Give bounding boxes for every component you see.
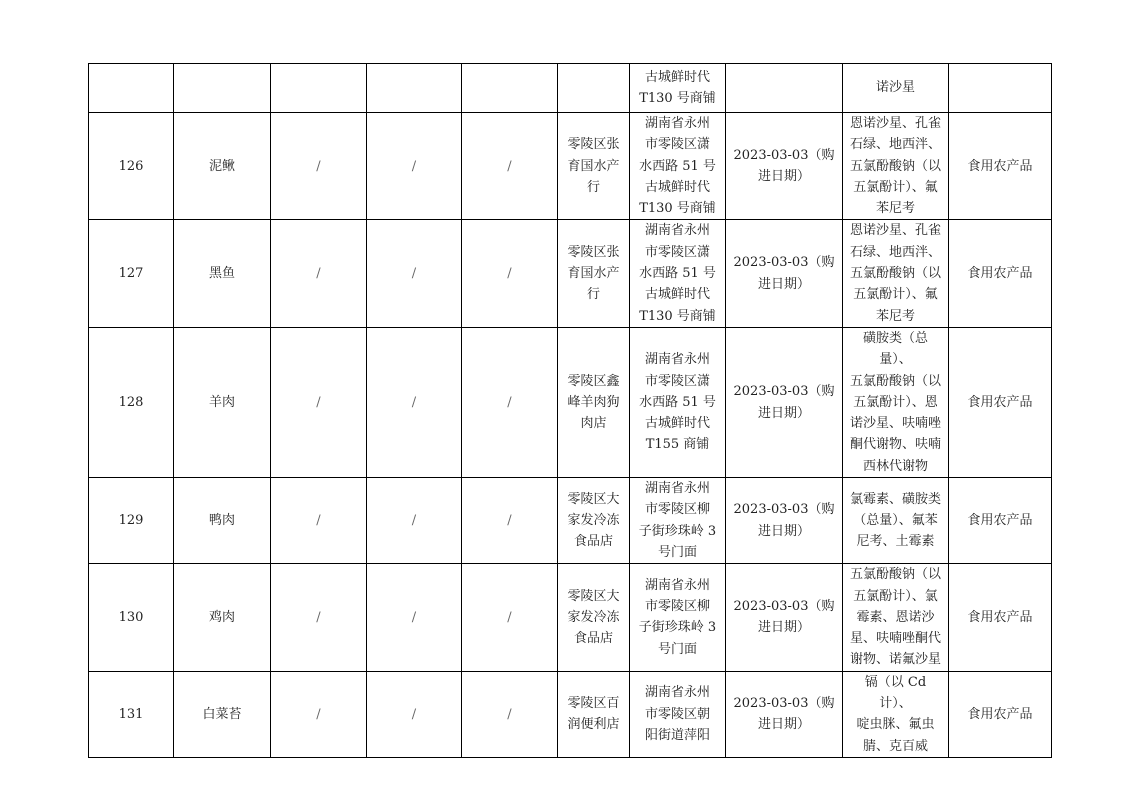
empty-field-cell: / — [271, 327, 367, 477]
cell-line: 峰羊肉狗 — [567, 394, 620, 410]
category-cell: 食用农产品 — [949, 113, 1052, 220]
cell-line: 五氯酚计）、氯 — [853, 588, 938, 604]
table-row — [89, 478, 1052, 564]
cell-line: 水西路 51 号 — [639, 158, 716, 174]
seller-address-cell — [630, 220, 726, 327]
cell-line: 湖南省永州 — [644, 481, 710, 497]
row-number-cell — [89, 64, 174, 113]
empty-field-cell — [462, 64, 558, 113]
table-row — [89, 671, 1052, 757]
cell-line: 啶虫脒、氟虫 — [856, 717, 935, 733]
table-row — [89, 64, 1052, 113]
purchase-date-cell — [726, 64, 843, 113]
cell-line: 2023-03-03（购 — [733, 255, 835, 271]
cell-line: 2023-03-03（购 — [733, 599, 835, 615]
cell-line: T130 号商铺 — [639, 308, 716, 324]
cell-line: 市零陵区潇 — [644, 137, 710, 153]
product-name-cell: 白菜苔 — [174, 671, 271, 757]
category-cell — [949, 64, 1052, 113]
cell-line: 润便利店 — [567, 717, 620, 733]
empty-field-cell: / — [462, 113, 558, 220]
empty-field-cell — [271, 64, 367, 113]
cell-line: 进日期） — [757, 523, 810, 539]
seller-name-cell — [558, 220, 630, 327]
empty-field-cell — [367, 64, 462, 113]
cell-line: 诺沙星、呋喃唑 — [849, 416, 941, 432]
cell-line: 石绿、地西泮、 — [849, 137, 941, 153]
cell-line: 育国水产 — [567, 266, 620, 282]
cell-line: 古城鲜时代 — [644, 416, 710, 432]
cell-line: 号门面 — [657, 544, 697, 560]
row-number-cell: 128 — [89, 327, 174, 477]
empty-field-cell: / — [367, 327, 462, 477]
seller-address-cell — [630, 564, 726, 671]
category-cell: 食用农产品 — [949, 478, 1052, 564]
empty-field-cell: / — [367, 113, 462, 220]
cell-line: 镉（以 Cd 计）、 — [864, 674, 927, 712]
empty-field-cell: / — [271, 220, 367, 327]
cell-line: 湖南省永州 — [644, 223, 710, 239]
purchase-date-cell — [726, 220, 843, 327]
cell-line: 零陵区鑫 — [567, 373, 620, 389]
table-row — [89, 220, 1052, 327]
cell-line: 诺沙星 — [875, 80, 915, 96]
empty-field-cell: / — [271, 671, 367, 757]
cell-line: 五氯酚酸钠（以 — [849, 266, 941, 282]
product-name-cell: 鸡肉 — [174, 564, 271, 671]
cell-line: T130 号商铺 — [639, 201, 716, 217]
cell-line: 五氯酚酸钠（以 — [849, 158, 941, 174]
category-cell: 食用农产品 — [949, 564, 1052, 671]
inspection-items-cell — [843, 64, 949, 113]
empty-field-cell: / — [367, 671, 462, 757]
cell-line: 西林代谢物 — [862, 458, 928, 474]
cell-line: 五氯酚计）、氟 — [853, 287, 938, 303]
cell-line: 2023-03-03（购 — [733, 384, 835, 400]
cell-line: 进日期） — [757, 620, 810, 636]
empty-field-cell: / — [367, 220, 462, 327]
cell-line: 五氯酚酸钠（以 — [849, 373, 941, 389]
cell-line: 2023-03-03（购 — [733, 147, 835, 163]
cell-line: 市零陵区潇 — [644, 373, 710, 389]
row-number-cell: 126 — [89, 113, 174, 220]
inspection-items-cell — [843, 478, 949, 564]
row-number-cell: 127 — [89, 220, 174, 327]
cell-line: 湖南省永州 — [644, 116, 710, 131]
cell-line: 号门面 — [657, 641, 697, 657]
cell-line: 子街珍珠岭 3 — [638, 620, 717, 636]
empty-field-cell: / — [462, 327, 558, 477]
cell-line: 进日期） — [757, 276, 810, 292]
row-number-cell: 130 — [89, 564, 174, 671]
seller-name-cell — [558, 113, 630, 220]
empty-field-cell: / — [271, 564, 367, 671]
cell-line: 湖南省永州 — [644, 577, 710, 593]
seller-name-cell — [558, 671, 630, 757]
seller-name-cell — [558, 478, 630, 564]
category-cell: 食用农产品 — [949, 220, 1052, 327]
empty-field-cell: / — [462, 478, 558, 564]
table-row — [89, 564, 1052, 671]
inspection-items-cell — [843, 671, 949, 757]
cell-line: 进日期） — [757, 169, 810, 185]
cell-line: 五氯酚计）、氟 — [853, 179, 938, 195]
purchase-date-cell — [726, 671, 843, 757]
cell-line: 古城鲜时代 — [644, 69, 710, 85]
cell-line: 星、呋喃唑酮代 — [849, 631, 941, 647]
product-name-cell: 泥鳅 — [174, 113, 271, 220]
seller-address-cell — [630, 478, 726, 564]
cell-line: 进日期） — [757, 717, 810, 733]
cell-line: 五氯酚酸钠（以 — [849, 567, 941, 583]
product-name-cell: 羊肉 — [174, 327, 271, 477]
seller-address-cell — [630, 113, 726, 220]
cell-line: 古城鲜时代 — [644, 287, 710, 303]
inspection-items-cell — [843, 327, 949, 477]
inspection-items-cell — [843, 113, 949, 220]
row-number-cell: 131 — [89, 671, 174, 757]
inspection-table — [88, 63, 1052, 758]
cell-line: 尼考、土霉素 — [856, 534, 935, 550]
cell-line: 霉素、恩诺沙 — [856, 609, 935, 625]
cell-line: 酮代谢物、呋喃 — [849, 437, 941, 453]
cell-line: 腈、克百威 — [862, 738, 928, 754]
category-cell: 食用农产品 — [949, 671, 1052, 757]
seller-address-cell — [630, 64, 726, 113]
cell-line: 石绿、地西泮、 — [849, 244, 941, 260]
cell-line: 阳街道萍阳 — [644, 727, 710, 743]
empty-field-cell: / — [271, 478, 367, 564]
cell-line: 2023-03-03（购 — [733, 696, 835, 712]
table-body — [89, 64, 1052, 758]
purchase-date-cell — [726, 564, 843, 671]
cell-line: 氯霉素、磺胺类 — [849, 491, 941, 507]
cell-line: 市零陵区柳 — [644, 599, 710, 615]
cell-line: T130 号商铺 — [639, 91, 716, 106]
inspection-items-cell — [843, 220, 949, 327]
cell-line: 行 — [586, 287, 600, 303]
purchase-date-cell — [726, 478, 843, 564]
cell-line: 食品店 — [573, 631, 613, 647]
cell-line: 零陵区大 — [567, 491, 620, 507]
cell-line: 水西路 51 号 — [639, 394, 716, 410]
cell-line: 湖南省永州 — [644, 685, 710, 701]
cell-line: 家发冷冻 — [567, 609, 620, 625]
cell-line: 五氯酚计）、恩 — [853, 394, 938, 410]
cell-line: 零陵区张 — [567, 244, 620, 260]
cell-line: 零陵区大 — [567, 588, 620, 604]
cell-line: 苯尼考 — [875, 308, 915, 324]
empty-field-cell: / — [367, 564, 462, 671]
product-name-cell: 鸭肉 — [174, 478, 271, 564]
cell-line: 市零陵区朝 — [644, 706, 710, 722]
cell-line: 零陵区百 — [567, 696, 620, 712]
seller-address-cell — [630, 671, 726, 757]
cell-line: 苯尼考 — [875, 201, 915, 217]
empty-field-cell: / — [462, 564, 558, 671]
cell-line: 进日期） — [757, 405, 810, 421]
cell-line: 子街珍珠岭 3 — [638, 523, 717, 539]
purchase-date-cell — [726, 327, 843, 477]
cell-line: 湖南省永州 — [644, 352, 710, 368]
cell-line: （总量）、氟苯 — [853, 512, 938, 528]
product-name-cell: 黑鱼 — [174, 220, 271, 327]
row-number-cell: 129 — [89, 478, 174, 564]
cell-line: 食品店 — [573, 534, 613, 550]
empty-field-cell: / — [462, 220, 558, 327]
table-row — [89, 113, 1052, 220]
product-name-cell — [174, 64, 271, 113]
seller-address-cell — [630, 327, 726, 477]
table-row — [89, 327, 1052, 477]
empty-field-cell: / — [367, 478, 462, 564]
cell-line: T155 商铺 — [645, 437, 710, 453]
cell-line: 2023-03-03（购 — [733, 502, 835, 518]
seller-name-cell — [558, 564, 630, 671]
cell-line: 恩诺沙星、孔雀 — [849, 116, 941, 131]
cell-line: 零陵区张 — [567, 137, 620, 153]
purchase-date-cell — [726, 113, 843, 220]
cell-line: 水西路 51 号 — [639, 266, 716, 282]
cell-line: 市零陵区潇 — [644, 244, 710, 260]
cell-line: 家发冷冻 — [567, 512, 620, 528]
empty-field-cell: / — [462, 671, 558, 757]
cell-line: 市零陵区柳 — [644, 502, 710, 518]
category-cell: 食用农产品 — [949, 327, 1052, 477]
cell-line: 育国水产 — [567, 158, 620, 174]
cell-line: 肉店 — [580, 416, 607, 432]
cell-line: 古城鲜时代 — [644, 179, 710, 195]
seller-name-cell — [558, 64, 630, 113]
cell-line: 谢物、诺氟沙星 — [849, 652, 941, 668]
cell-line: 磺胺类（总量）、 — [862, 330, 928, 368]
inspection-items-cell — [843, 564, 949, 671]
empty-field-cell: / — [271, 113, 367, 220]
cell-line: 行 — [586, 179, 600, 195]
seller-name-cell — [558, 327, 630, 477]
cell-line: 恩诺沙星、孔雀 — [849, 223, 941, 239]
